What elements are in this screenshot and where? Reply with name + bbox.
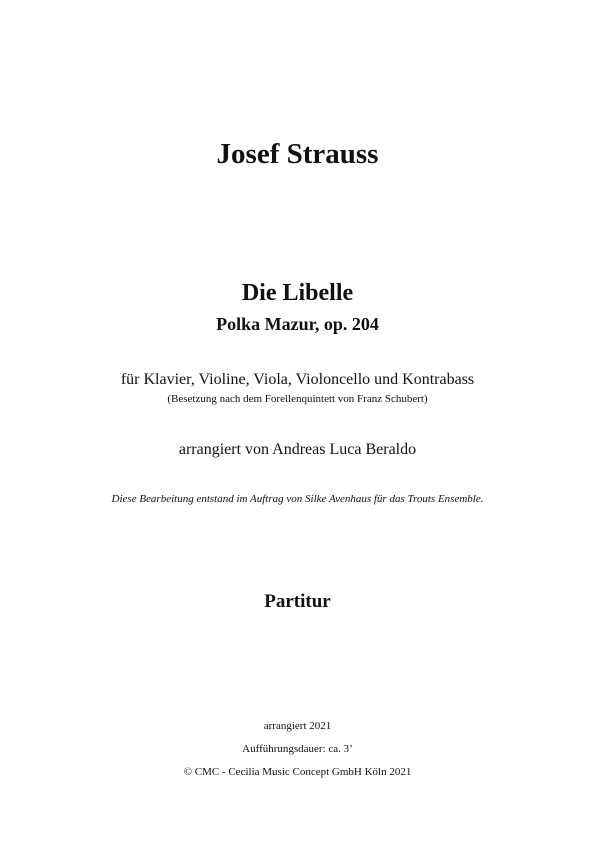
work-subtitle: Polka Mazur, op. 204: [216, 314, 379, 334]
instrumentation: für Klavier, Violine, Viola, Violoncello und Kontrabass: [120, 371, 475, 388]
arranger-credit: arrangiert von Andreas Luca Beraldo: [178, 441, 417, 458]
instrumentation-note: (Besetzung nach dem Forellenquintett von Franz Schubert): [167, 393, 428, 405]
work-title: Die Libelle: [241, 280, 354, 306]
score-type: Partitur: [264, 591, 331, 612]
arrangement-year: arrangiert 2021: [263, 720, 332, 732]
dedication-note: Diese Bearbeitung entstand im Auftrag von Silke Avenhaus für das Trouts Ensemble.: [111, 493, 484, 505]
composer-name: Josef Strauss: [216, 138, 379, 170]
copyright-notice: © CMC - Cecilia Music Concept GmbH Köln 2021: [183, 766, 412, 778]
performance-duration: Aufführungsdauer: ca. 3’: [242, 743, 353, 755]
